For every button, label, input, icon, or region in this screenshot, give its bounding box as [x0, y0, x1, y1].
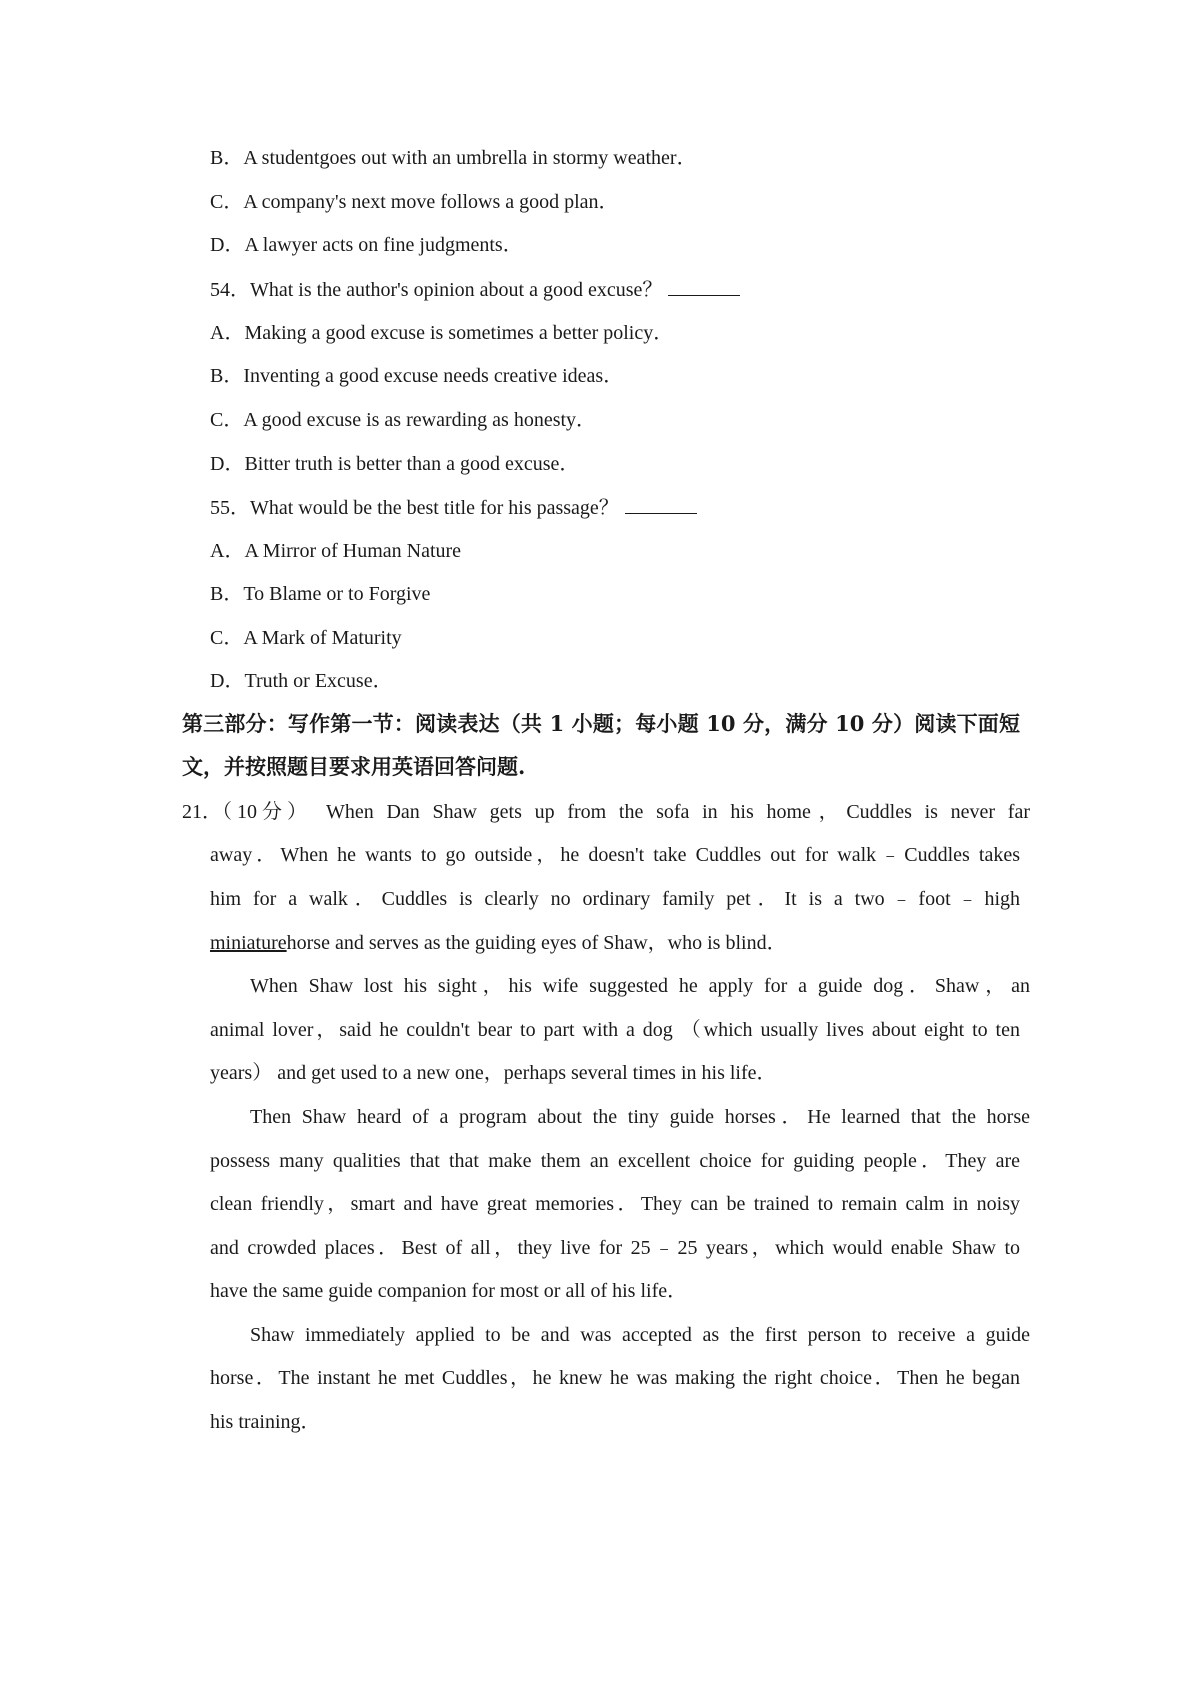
q54-answer-blank	[668, 277, 740, 296]
q55-stem	[210, 495, 697, 520]
q55-option-a: A．A Mirror of Human Nature	[210, 540, 462, 562]
q21-p3-line4: and crowded places．Best of all，they live for 25﹣25 years，which would enable Shaw to	[210, 1237, 1020, 1259]
q21-p4-line3: his training．	[210, 1411, 321, 1433]
q54-stem-text: 54．What is the author's opinion about a good excuse？	[210, 279, 663, 301]
q53-option-d: D．A lawyer acts on fine judgments．	[210, 234, 523, 256]
q55-option-b: B．To Blame or to Forgive	[210, 583, 431, 605]
q55-option-c: C．A Mark of Maturity	[210, 627, 402, 649]
q21-p2-line3: years） and get used to a new one，perhaps several times in his life．	[210, 1062, 777, 1084]
q21-p3-line2: possess many qualities that that make them an excellent choice for guiding people．They are	[210, 1150, 1020, 1172]
section3-heading-line1: 第三部分：写作第一节：阅读表达（共 1 小题；每小题 10 分，满分 10 分）阅读下面短	[182, 711, 1020, 736]
q55-stem-text: 55．What would be the best title for his passage？	[210, 497, 619, 519]
q54-option-c: C．A good excuse is as rewarding as honesty．	[210, 409, 597, 431]
q21-p3-line5: have the same guide companion for most or all of his life．	[210, 1280, 688, 1302]
section3-heading-line2: 文，并按照题目要求用英语回答问题.	[182, 754, 526, 779]
q21-p3-line3: clean friendly，smart and have great memories．They can be trained to remain calm in noisy	[210, 1193, 1020, 1215]
q54-stem	[210, 277, 740, 302]
underlined-word-miniature: miniature	[210, 932, 287, 954]
q21-number: 21．（ 10 分 ）	[182, 801, 307, 823]
q21-p1-line2: away．When he wants to go outside，he doesn't take Cuddles out for walk﹣Cuddles takes	[210, 844, 1020, 866]
q54-option-d: D．Bitter truth is better than a good excuse．	[210, 453, 580, 475]
q21-p2-line2: animal lover，said he couldn't bear to part with a dog （which usually lives about eight to ten	[210, 1019, 1020, 1041]
q55-option-d: D．Truth or Excuse．	[210, 670, 393, 692]
q21-p4-line2: horse．The instant he met Cuddles，he knew he was making the right choice．Then he began	[210, 1367, 1020, 1389]
q54-option-b: B．Inventing a good excuse needs creative ideas．	[210, 365, 624, 387]
q21-p3-line1: Then Shaw heard of a program about the tiny guide horses．He learned that the horse	[250, 1106, 1030, 1128]
q21-p1-line4	[210, 931, 1020, 955]
q21-p1-line1: When Dan Shaw gets up from the sofa in his home，Cuddles is never far	[326, 801, 1030, 823]
q53-option-b: B．A studentgoes out with an umbrella in stormy weather．	[210, 147, 697, 169]
q53-option-c: C．A company's next move follows a good plan．	[210, 191, 619, 213]
q21-p1-line4-rest: horse and serves as the guiding eyes of Shaw，who is blind．	[286, 932, 787, 954]
q54-option-a: A．Making a good excuse is sometimes a better policy．	[210, 322, 674, 344]
q55-answer-blank	[625, 495, 697, 514]
q21-p1-line3: him for a walk．Cuddles is clearly no ordinary family pet．It is a two﹣foot﹣high	[210, 888, 1020, 910]
q21-p4-line1: Shaw immediately applied to be and was accepted as the first person to receive a guide	[250, 1324, 1030, 1346]
q21-p2-line1: When Shaw lost his sight，his wife suggested he apply for a guide dog．Shaw，an	[250, 975, 1030, 997]
